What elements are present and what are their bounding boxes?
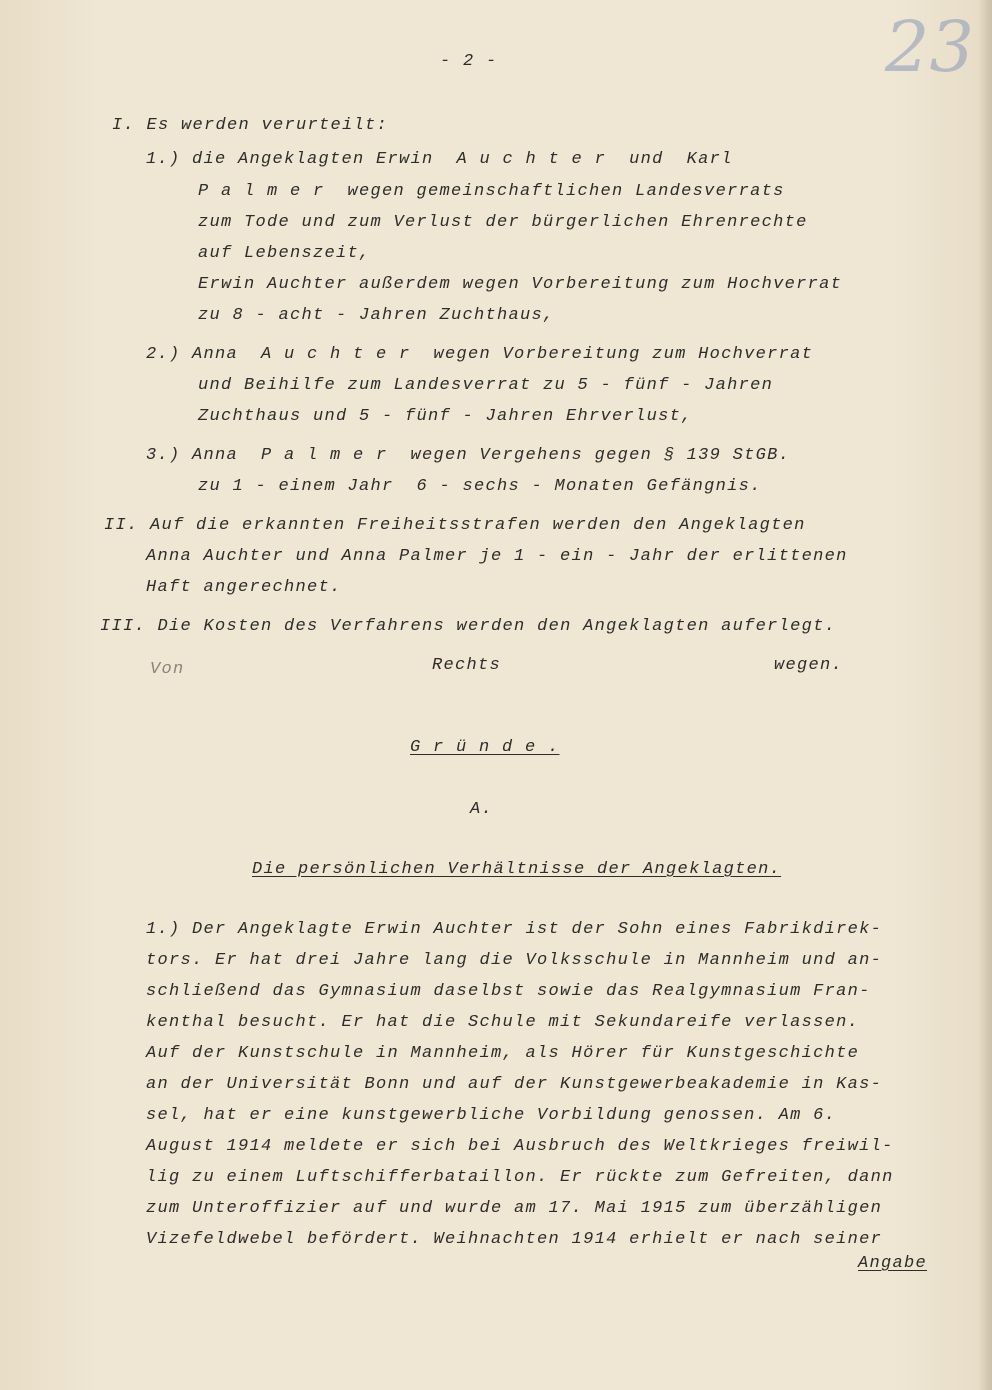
archive-page-number: 23 [884, 6, 974, 88]
section-iii-line: III. Die Kosten des Verfahrens werden den Angeklagten auferlegt. [100, 617, 837, 636]
closing-middle: Rechts [432, 656, 502, 675]
section-a-title: Die persönlichen Verhältnisse der Angeklagten. [252, 860, 782, 879]
item1-line: auf Lebenszeit, [198, 244, 371, 263]
closing-left: Von [150, 660, 185, 679]
body-line: kenthal besucht. Er hat die Schule mit Sekundareife verlassen. [146, 1013, 860, 1032]
body-line: August 1914 meldete er sich bei Ausbruch des Weltkrieges freiwil- [146, 1137, 894, 1156]
item2-line: 2.) Anna A u c h t e r wegen Vorbereitung zum Hochverrat [146, 345, 814, 364]
item1-line: 1.) die Angeklagten Erwin A u c h t e r und Karl [146, 150, 733, 169]
page-number: - 2 - [440, 52, 498, 71]
body-line: schließend das Gymnasium daselbst sowie das Realgymnasium Fran- [146, 982, 871, 1001]
section-a-label: A. [470, 800, 494, 819]
body-line: sel, hat er eine kunstgewerbliche Vorbildung genossen. Am 6. [146, 1106, 837, 1125]
section-ii-line: II. Auf die erkannten Freiheitsstrafen werden den Angeklagten [104, 516, 806, 535]
item3-line: zu 1 - einem Jahr 6 - sechs - Monaten Gefängnis. [198, 477, 762, 496]
item1-line: zum Tode und zum Verlust der bürgerlichen Ehrenrechte [198, 213, 808, 232]
body-line: 1.) Der Angeklagte Erwin Auchter ist der Sohn eines Fabrikdirek- [146, 920, 883, 939]
gruende-heading: G r ü n d e . [410, 738, 560, 757]
catchword: Angabe [858, 1254, 928, 1273]
body-line: Auf der Kunstschule in Mannheim, als Hörer für Kunstgeschichte [146, 1044, 860, 1063]
section-i-heading: I. Es werden verurteilt: [112, 116, 389, 135]
item3-line: 3.) Anna P a l m e r wegen Vergehens gegen § 139 StGB. [146, 446, 791, 465]
body-line: zum Unteroffizier auf und wurde am 17. Mai 1915 zum überzähligen [146, 1199, 883, 1218]
body-line: an der Universität Bonn und auf der Kunstgewerbeakademie in Kas- [146, 1075, 883, 1094]
body-line: lig zu einem Luftschifferbataillon. Er rückte zum Gefreiten, dann [146, 1168, 894, 1187]
section-ii-line: Haft angerechnet. [146, 578, 342, 597]
body-line: tors. Er hat drei Jahre lang die Volksschule in Mannheim und an- [146, 951, 883, 970]
item2-line: und Beihilfe zum Landesverrat zu 5 - fünf - Jahren [198, 376, 774, 395]
body-line: Vizefeldwebel befördert. Weihnachten 1914 erhielt er nach seiner [146, 1230, 883, 1249]
section-ii-line: Anna Auchter und Anna Palmer je 1 - ein - Jahr der erlittenen [146, 547, 848, 566]
closing-right: wegen. [774, 656, 844, 675]
item1-line: Erwin Auchter außerdem wegen Vorbereitung zum Hochverrat [198, 275, 843, 294]
item2-line: Zuchthaus und 5 - fünf - Jahren Ehrverlust, [198, 407, 693, 426]
item1-line: P a l m e r wegen gemeinschaftlichen Landesverrats [198, 182, 785, 201]
item1-line: zu 8 - acht - Jahren Zuchthaus, [198, 306, 555, 325]
